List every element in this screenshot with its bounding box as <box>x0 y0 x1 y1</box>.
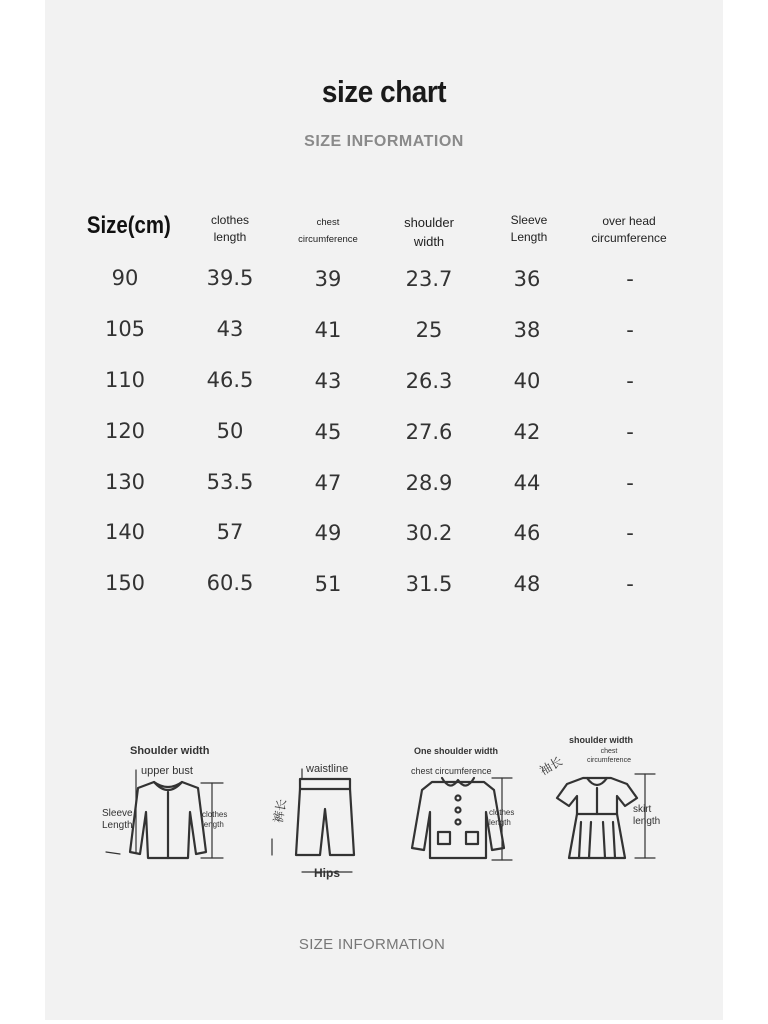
header-shoulder-width <box>384 213 474 251</box>
header-line: Length <box>510 230 548 244</box>
table-cell: 49 <box>314 521 342 545</box>
header-over-head-circumference <box>578 213 680 247</box>
header-line: Sleeve <box>510 213 548 227</box>
table-cell: - <box>626 267 634 291</box>
table-cell: 57 <box>216 520 244 544</box>
label-line: length <box>202 820 224 829</box>
table-cell: 26.3 <box>405 369 453 393</box>
header-line: clothes <box>210 213 250 227</box>
table-cell-size: 90 <box>111 266 139 290</box>
jacket-diagram <box>98 740 238 870</box>
label-line: chest <box>600 748 618 755</box>
table-cell: 46.5 <box>206 368 254 392</box>
table-cell: 30.2 <box>405 521 453 545</box>
waistline-label: waistline <box>306 763 349 775</box>
label-line: clothes <box>489 808 515 817</box>
sleeve-length-label <box>102 808 133 832</box>
header-line: over head <box>602 214 656 228</box>
table-cell: 28.9 <box>405 471 453 495</box>
hips-label: Hips <box>314 866 341 880</box>
table-cell: 53.5 <box>206 470 254 494</box>
table-cell-size: 110 <box>104 368 146 392</box>
table-cell: 39 <box>314 267 342 291</box>
coat-icon <box>400 740 520 870</box>
table-cell: 48 <box>513 572 541 596</box>
table-cell: 41 <box>314 318 342 342</box>
header-line: width <box>413 234 445 249</box>
page-title: size chart <box>321 74 447 109</box>
table-cell: 39.5 <box>206 266 254 290</box>
header-line: length <box>213 230 247 244</box>
table-cell: 25 <box>415 318 443 342</box>
table-cell: 46 <box>513 521 541 545</box>
table-cell: - <box>626 318 634 342</box>
table-cell: 47 <box>314 471 342 495</box>
label-line: Length <box>102 820 133 831</box>
table-cell: - <box>626 420 634 444</box>
dress-diagram <box>535 732 665 867</box>
table-cell: 31.5 <box>405 572 453 596</box>
label-line: length <box>633 816 661 827</box>
table-cell: 51 <box>314 572 342 596</box>
table-cell: 45 <box>314 420 342 444</box>
footer-caption: SIZE INFORMATION <box>298 936 446 953</box>
table-cell: 44 <box>513 471 541 495</box>
page-subtitle: SIZE INFORMATION <box>304 133 464 150</box>
clothes-length-label <box>489 808 514 828</box>
shoulder-width-label: Shoulder width <box>130 745 210 757</box>
table-cell-size: 105 <box>104 317 146 341</box>
coat-diagram <box>400 740 520 870</box>
table-cell: - <box>626 521 634 545</box>
header-line: shoulder <box>404 215 454 230</box>
header-chest-circumference <box>283 214 373 248</box>
label-line: Sleeve <box>102 808 133 819</box>
table-cell: 50 <box>216 419 244 443</box>
table-cell: 27.6 <box>405 420 453 444</box>
table-cell: 40 <box>513 369 541 393</box>
header-clothes-length <box>185 212 275 246</box>
table-cell: - <box>626 369 634 393</box>
table-cell-size: 150 <box>104 571 146 595</box>
header-line: circumference <box>298 234 358 245</box>
table-cell: 43 <box>216 317 244 341</box>
chest-circumference-label: chest circumference <box>411 766 492 776</box>
table-cell: 60.5 <box>206 571 254 595</box>
pants-length-label: 裤长 <box>271 797 289 825</box>
table-cell-size: 120 <box>104 419 146 443</box>
table-cell: 36 <box>513 267 541 291</box>
chest-circumference-label <box>587 747 631 765</box>
table-cell: 38 <box>513 318 541 342</box>
one-shoulder-width-label: One shoulder width <box>414 746 499 756</box>
header-line: chest <box>316 217 340 228</box>
header-line: circumference <box>591 231 667 245</box>
table-cell: 42 <box>513 420 541 444</box>
upper-bust-label: upper bust <box>141 765 193 777</box>
table-cell-size: 140 <box>104 520 146 544</box>
table-cell-size: 130 <box>104 470 146 494</box>
size-column-header: Size(cm) <box>86 212 171 239</box>
jacket-icon <box>98 740 238 870</box>
label-line: circumference <box>587 757 631 764</box>
pants-diagram <box>262 757 372 887</box>
label-line: clothes <box>202 810 228 819</box>
clothes-length-label <box>202 810 227 830</box>
skirt-length-label <box>633 804 660 828</box>
shoulder-width-label: shoulder width <box>569 735 633 745</box>
table-cell: 43 <box>314 369 342 393</box>
table-cell: 23.7 <box>405 267 453 291</box>
header-sleeve-length <box>484 212 574 246</box>
sleeve-length-label: 袖长 <box>537 753 565 779</box>
table-cell: - <box>626 572 634 596</box>
table-cell: - <box>626 471 634 495</box>
label-line: length <box>489 818 511 827</box>
label-line: skirt <box>633 804 652 815</box>
